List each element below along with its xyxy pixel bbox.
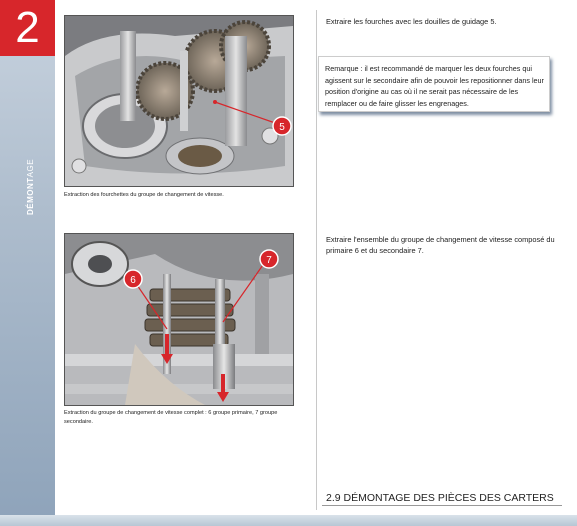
callout-6-label: 6	[130, 275, 136, 286]
section-heading: 2.9 DÉMONTAGE DES PIÈCES DES CARTERS	[326, 492, 554, 504]
chapter-number: 2	[0, 0, 55, 56]
callout-7-badge	[260, 250, 278, 268]
figure-fork-extraction-photo	[64, 15, 294, 187]
page-footer-bar	[0, 515, 577, 526]
figure-1-caption: Extraction des fourchettes du groupe de changement de vitesse.	[64, 192, 224, 198]
step-extract-gearbox: Extraire l'ensemble du groupe de changement de vitesse composé du primaire 6 et du secondaire 7.	[326, 235, 555, 255]
callout-6-badge	[124, 270, 142, 288]
sidebar-section-label	[26, 159, 35, 215]
sidebar-label-light: AGE	[26, 158, 35, 178]
sidebar-label-bold: DÉMONT	[26, 177, 35, 215]
figure-2-caption: Extraction du groupe de changement de vitesse complet : 6 groupe primaire, 7 groupe secondaire.	[64, 410, 278, 425]
engine-photo-2-illustration	[65, 234, 293, 405]
callout-5-label: 5	[279, 122, 285, 133]
section-rule	[322, 505, 562, 506]
callout-5-badge	[273, 117, 291, 135]
remark-note-text: Remarque : il est recommandé de marquer les deux fourches qui agissent sur le secondaire afin de pouvoir les repositionner dans leur position d'origine au cas où il ne serait pas nécessaire de les remplacer ou de faire glisser les engrenages.	[325, 64, 544, 108]
engine-photo-1-illustration	[65, 16, 293, 186]
column-divider	[316, 10, 317, 510]
figure-gearbox-extraction-photo	[64, 233, 294, 406]
callout-7-label: 7	[266, 255, 272, 266]
sidebar	[0, 0, 55, 526]
step-extract-forks: Extraire les fourches avec les douilles de guidage 5.	[326, 17, 497, 26]
remark-note-box	[318, 56, 550, 112]
